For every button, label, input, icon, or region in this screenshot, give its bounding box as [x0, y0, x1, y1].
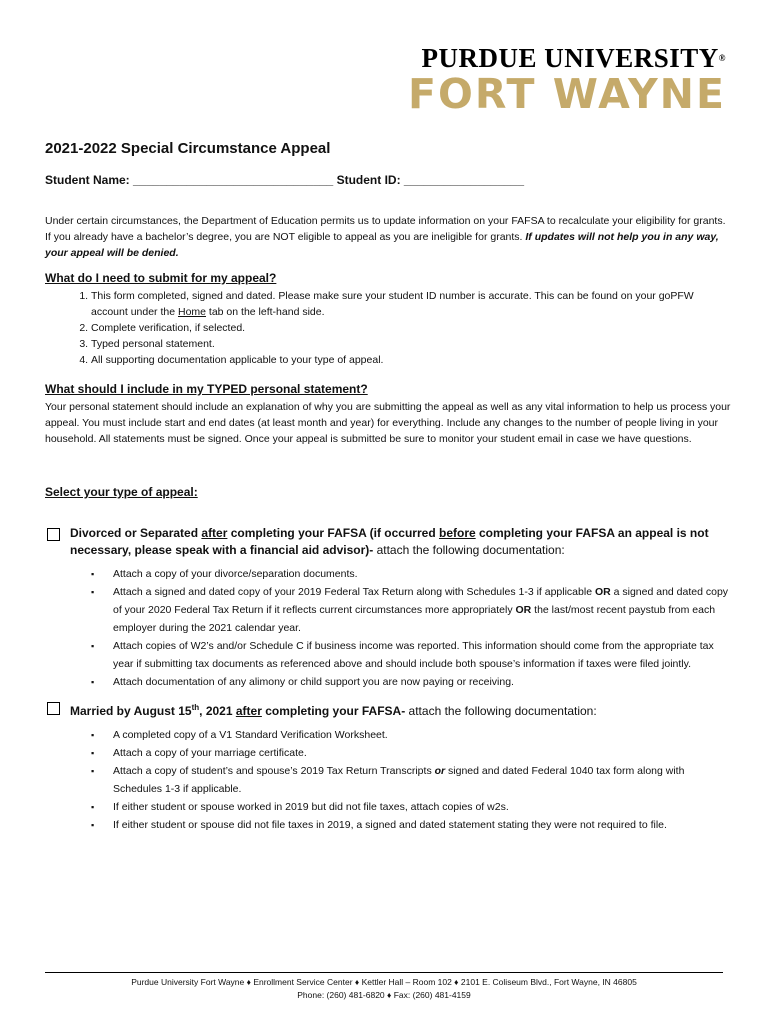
footer-contact: Phone: (260) 481-6820 ♦ Fax: (260) 481-4159 [297, 990, 471, 1000]
list-item: ▪ If either student or spouse did not file taxes in 2019, a signed and dated statement stating they were not required to file. [91, 816, 733, 834]
list-item: 2. Complete verification, if selected. [91, 320, 733, 336]
denial-notice: If updates will not help you in any way, your appeal will be denied. [45, 231, 719, 259]
logo-line2: FORT WAYNE [407, 70, 726, 118]
student-fields [45, 173, 733, 187]
list-item: ▪ Attach a signed and dated copy of your 2019 Federal Tax Return along with Schedules 1-3 if applicable OR a signed and dated copy of your 2020 Federal Tax Return if it reflects current circumstances more appropriately OR the last/most recent paystub from each employer during the 2021 calendar year. [91, 583, 733, 637]
divorced-docs-list [45, 565, 733, 691]
select-appeal-heading: Select your type of appeal: [45, 485, 198, 499]
intro-paragraph: Under certain circumstances, the Department of Education permits us to update information on your FAFSA to recalculate your eligibility for grants. If you already have a bachelor’s degree, you are NOT eligible to appeal as you are ineligible for grants. If updates will not help you in any way, your appeal will be denied. [45, 215, 726, 259]
submit-list [45, 288, 733, 368]
home-tab-text: Home [177, 306, 206, 318]
list-item: ▪ A completed copy of a V1 Standard Verification Worksheet. [91, 726, 733, 744]
list-item: ▪ If either student or spouse worked in 2019 but did not file taxes, attach copies of w2s. [91, 798, 733, 816]
statement-paragraph: Your personal statement should include an explanation of why you are submitting the appeal as well as any vital information to help us process your appeal. You must include start and end dates (at least month and year) for everything. Include any changes to the number of people living in your household. All statements must be signed. Once your appeal is submitted be sure to monitor your student email in case we have questions. [45, 401, 731, 445]
list-item: ▪ Attach copies of W2’s and/or Schedule C if business income was reported. This information should come from the appropriate tax year if submitting tax documents as referenced above and should include both spouse’s information if taxes were filed jointly. [91, 637, 733, 673]
pfw-logo [408, 44, 726, 116]
student-name-field[interactable]: Student Name: ______________________________ [45, 173, 334, 187]
married-checkbox[interactable] [47, 702, 60, 715]
list-item: ▪ Attach a copy of your marriage certificate. [91, 744, 733, 762]
list-item: 1. This form completed, signed and dated. Please make sure your student ID number is accurate. This can be found on your goPFW account under the Home tab on the left-hand side. [91, 288, 733, 320]
form-title: 2021-2022 Special Circumstance Appeal [45, 140, 331, 157]
list-item: 4. All supporting documentation applicable to your type of appeal. [91, 352, 733, 368]
footer-divider [45, 972, 723, 973]
form-body [45, 140, 733, 834]
list-item: ▪ Attach documentation of any alimony or child support you are now paying or receiving. [91, 673, 733, 691]
appeal-option-married [45, 699, 733, 720]
appeal-option-divorced [45, 525, 733, 559]
student-id-field[interactable]: Student ID: __________________ [336, 173, 525, 187]
submit-heading: What do I need to submit for my appeal? [45, 271, 277, 285]
page-footer [45, 972, 723, 1002]
divorced-label: Divorced or Separated after completing your FAFSA (if occurred before completing your FAFSA an appeal is not necessary, please speak with a financial aid advisor)- attach the following documentation: [70, 526, 709, 557]
list-item: ▪ Attach a copy of student’s and spouse’s 2019 Tax Return Transcripts or signed and dated Federal 1040 tax form along with Schedules 1-3 if applicable. [91, 762, 733, 798]
footer-address: Purdue University Fort Wayne ♦ Enrollment Service Center ♦ Kettler Hall – Room 102 ♦ 2101 E. Coliseum Blvd., Fort Wayne, IN 46805 [131, 977, 637, 987]
statement-heading: What should I include in my TYPED personal statement? [45, 382, 368, 396]
list-item: 3. Typed personal statement. [91, 336, 733, 352]
list-item: ▪ Attach a copy of your divorce/separation documents. [91, 565, 733, 583]
married-label: Married by August 15th, 2021 after completing your FAFSA- attach the following documentation: [70, 703, 597, 718]
logo-registered-mark: ® [718, 53, 726, 63]
logo-line1: PURDUE UNIVERSITY [421, 43, 719, 73]
divorced-checkbox[interactable] [47, 528, 60, 541]
married-docs-list [45, 726, 733, 834]
